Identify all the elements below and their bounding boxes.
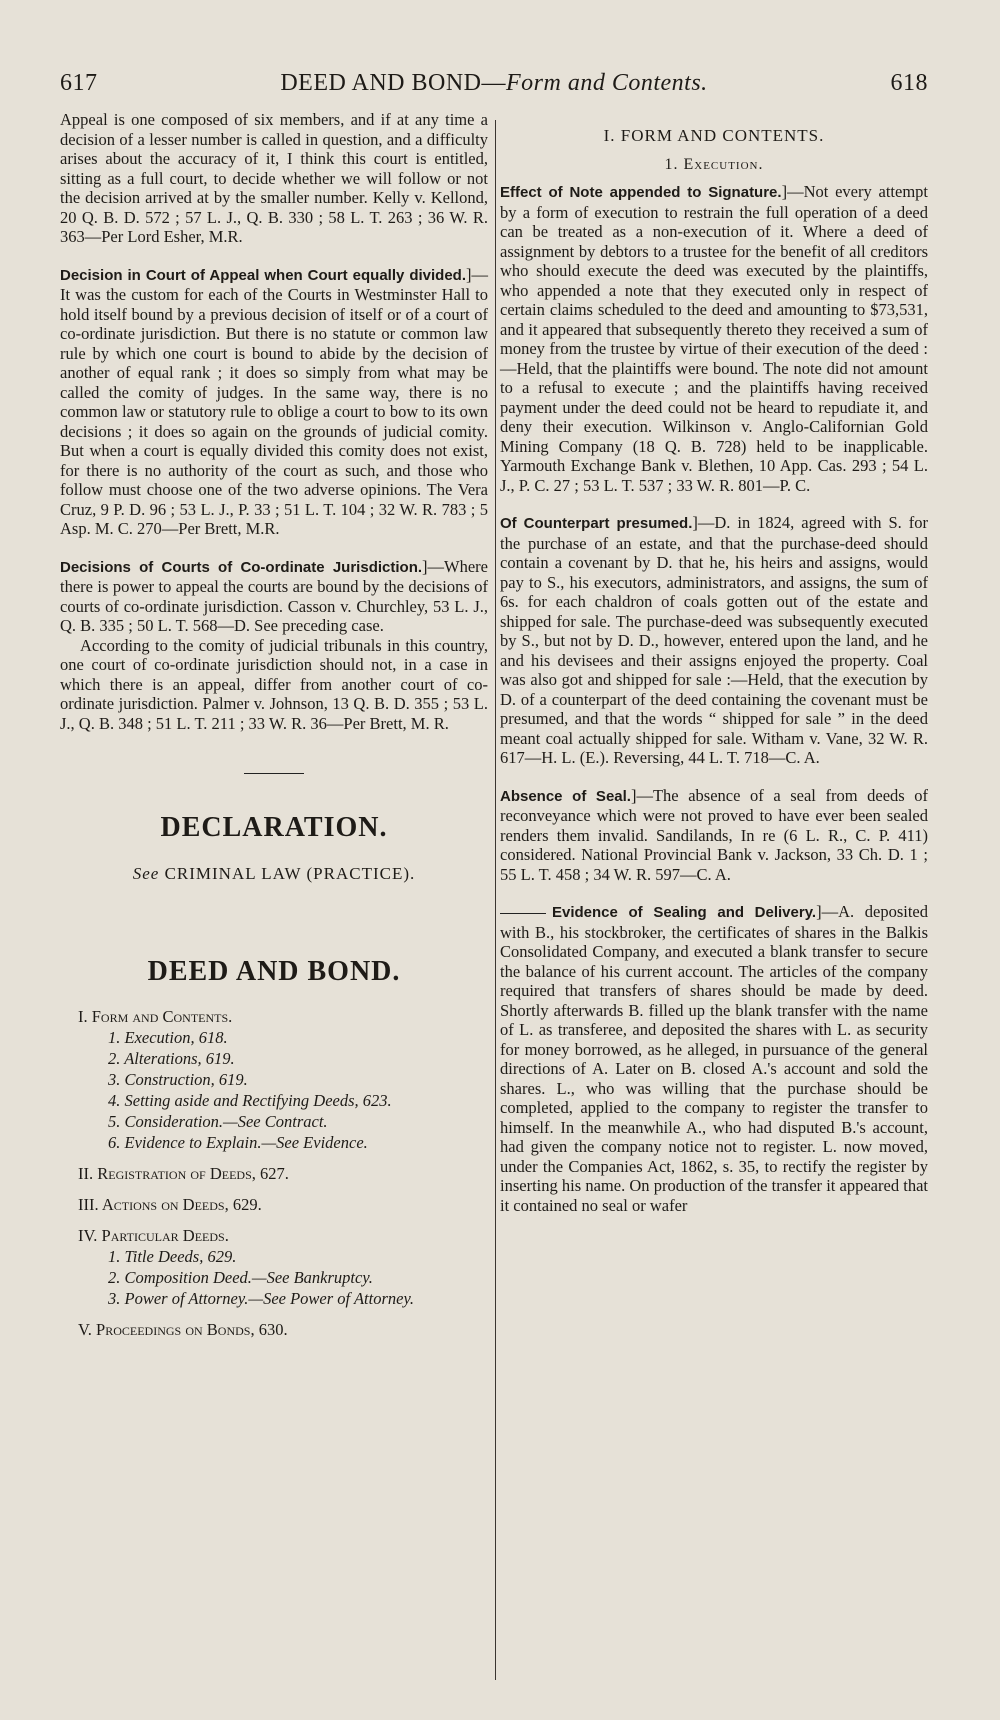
toc-item: 6. Evidence to Explain.—See Evidence. [108, 1133, 368, 1152]
right-column [500, 110, 928, 1215]
paragraph: Appeal is one composed of six members, and if at any time a decision of a lesser number is called in question, and a difficulty arises about the accuracy of it, I think this court is entitled, sitting as a full court, to decide whether we will follow or not the decision arrived at by the smaller number. Kelly v. Kellond, 20 Q. B. D. 572 ; 57 L. J., Q. B. 330 ; 58 L. T. 263 ; 36 W. R. 363—Per Lord Esher, M.R. [60, 110, 488, 246]
toc-item: 5. Consideration.—See Contract. [108, 1112, 328, 1131]
paragraph: Of Counterpart presumed.]—D. in 1824, agreed with S. for the purchase of an estate, and that the purchase-deed should contain a covenant by D. that he, his heirs and assigns, would pay to S., his executors, administrators, and assigns, the sum of 6s. for each chaldron of coals gotten out of the estate and shipped for sale. The purchase-deed was subsequently executed by S., but not by D. D., however, entered upon the land, and he and his devisees and their assigns enjoyed the property. Coal was also got and shipped for sale :—Held, that the execution by D. of a counterpart of the deed containing the covenant must be presumed, and that the words “ shipped for sale ” in the deed meant coal actually shipped for sale. Witham v. Vane, 32 W. R. 617—H. L. (E.). Reversing, 44 L. T. 718—C. A. [500, 513, 928, 767]
left-column [60, 110, 488, 1340]
section-title-declaration: DECLARATION. [160, 812, 388, 843]
paragraph: Effect of Note appended to Signature.]—Not every attempt by a form of execution to restrain the full operation of a deed can be treated as a non-execution of it. Where a deed of assignment by debtors to a trustee for the benefit of all creditors who should execute the deed was executed by the plaintiffs, who appended a note that they executed only in respect of certain claims scheduled to the deed and amounting to $73,531, and it appeared that subsequently thereto they received a sum of money from the trustee by virtue of their execution of the deed : —Held, that the plaintiffs were bound. The note did not amount to a refusal to execute ; and the plaintiffs having received payment under the deed could not be heard to repudiate it, and deny their execution. Wilkinson v. Anglo-Californian Gold Mining Company (18 Q. B. 728) held to be inapplicable. Yarmouth Exchange Bank v. Blethen, 10 App. Cas. 293 ; 54 L. J., P. C. 27 ; 53 L. T. 537 ; 33 W. R. 801—P. C. [500, 182, 928, 495]
toc-section: IV. Particular Deeds. [78, 1226, 229, 1245]
column-rule [495, 120, 496, 1680]
table-of-contents [60, 1006, 488, 1340]
toc-section: II. Registration of Deeds, 627. [78, 1164, 289, 1183]
running-title: DEED AND BOND—Form and Contents. [280, 70, 708, 96]
toc-item: 3. Power of Attorney.—See Power of Attorney. [108, 1289, 414, 1308]
paragraph: Absence of Seal.]—The absence of a seal from deeds of reconveyance which were not proved to have ever been sealed renders them invalid. Sandilands, In re (6 L. R., C. P. 411) considered. National Provincial Bank v. Jackson, 33 Ch. D. 1 ; 55 L. T. 458 ; 34 W. R. 597—C. A. [500, 785, 929, 884]
case-heading: Decision in Court of Appeal when Court equally divided. [60, 266, 466, 284]
ditto-dash [500, 913, 546, 914]
case-heading: Effect of Note appended to Signature. [500, 184, 782, 201]
paragraph: Evidence of Sealing and Delivery.]—A. deposited with B., his stockbroker, the certificates of shares in the Balkis Consolidated Company, and executed a blank transfer to secure the balance of his current account. The articles of the company required that transfers of shares should be made by deed. Shortly afterwards B. filled up the blank transfer with the name of L. as transferee, and deposited the shares with L. as security for money borrowed, as he alleged, in pursuance of the general directions of A. Later on B. closed A.'s account and sold the shares. L., who was willing that the purchase should be completed, applied to the company to register the transfer to himself. In the meanwhile A., who had disputed B.'s account, had given the company notice not to register. L. now moved, under the Companies Act, 1862, s. 35, to rectify the register by inserting his name. On production of the transfer it appeared that it contained no seal or wafer [500, 902, 928, 1215]
toc-section: V. Proceedings on Bonds, 630. [78, 1320, 288, 1339]
toc-item: 2. Alterations, 619. [108, 1049, 235, 1068]
cross-reference: See CRIMINAL LAW (PRACTICE). [132, 864, 416, 883]
case-heading: Absence of Seal. [500, 787, 631, 805]
toc-item: 3. Construction, 619. [108, 1070, 248, 1089]
running-header [60, 70, 928, 104]
case-heading: Of Counterpart presumed. [500, 515, 693, 532]
toc-item: 1. Execution, 618. [108, 1028, 228, 1047]
toc-item: 2. Composition Deed.—See Bankruptcy. [108, 1268, 373, 1287]
toc-section: I. Form and Contents. [78, 1007, 233, 1026]
page-number-right: 618 [890, 70, 928, 96]
toc-section: III. Actions on Deeds, 629. [78, 1195, 262, 1214]
case-heading: Decisions of Courts of Co-ordinate Jurisdiction. [60, 558, 423, 576]
page-number-left: 617 [60, 70, 98, 96]
toc-item: 1. Title Deeds, 629. [108, 1247, 237, 1266]
paragraph: Decisions of Courts of Co-ordinate Jurisdiction.]—Where there is power to appeal the courts are bound by the decisions of courts of co-ordinate jurisdiction. Casson v. Churchley, 53 L. J., Q. B. 335 ; 50 L. T. 568—D. See preceding case. [60, 556, 488, 635]
subsection-title: I. FORM AND CONTENTS. [603, 126, 825, 145]
toc-item: 4. Setting aside and Rectifying Deeds, 623. [108, 1091, 392, 1110]
case-heading: Evidence of Sealing and Delivery. [552, 904, 817, 921]
paragraph: According to the comity of judicial tribunals in this country, one court of co-ordinate jurisdiction should not, in a case in which there is an appeal, differ from another court of co-ordinate jurisdiction. Palmer v. Johnson, 13 Q. B. D. 355 ; 53 L. J., Q. B. 348 ; 51 L. T. 211 ; 33 W. R. 36—Per Brett, M. R. [60, 635, 488, 733]
section-title-deed-and-bond: DEED AND BOND. [147, 956, 401, 987]
sub-subsection-title: 1. Execution. [664, 156, 764, 173]
paragraph: Decision in Court of Appeal when Court equally divided.]—It was the custom for each of the Courts in Westminster Hall to hold itself bound by a previous decision of itself or of a court of co-ordinate jurisdiction. But there is no statute or common law rule by which one court is bound to abide by the decision of another of equal rank ; it does so simply from what may be called the comity of judges. In the same way, there is no common law or statutory rule to oblige a court to bow to its own decisions ; it does so again on the grounds of judicial comity. But when a court is equally divided this comity does not exist, for there is no authority of the court as such, and those who follow must choose one of the two adverse opinions. The Vera Cruz, 9 P. D. 96 ; 53 L. J., P. 33 ; 51 L. T. 104 ; 32 W. R. 783 ; 5 Asp. M. C. 270—Per Brett, M.R. [60, 264, 488, 538]
